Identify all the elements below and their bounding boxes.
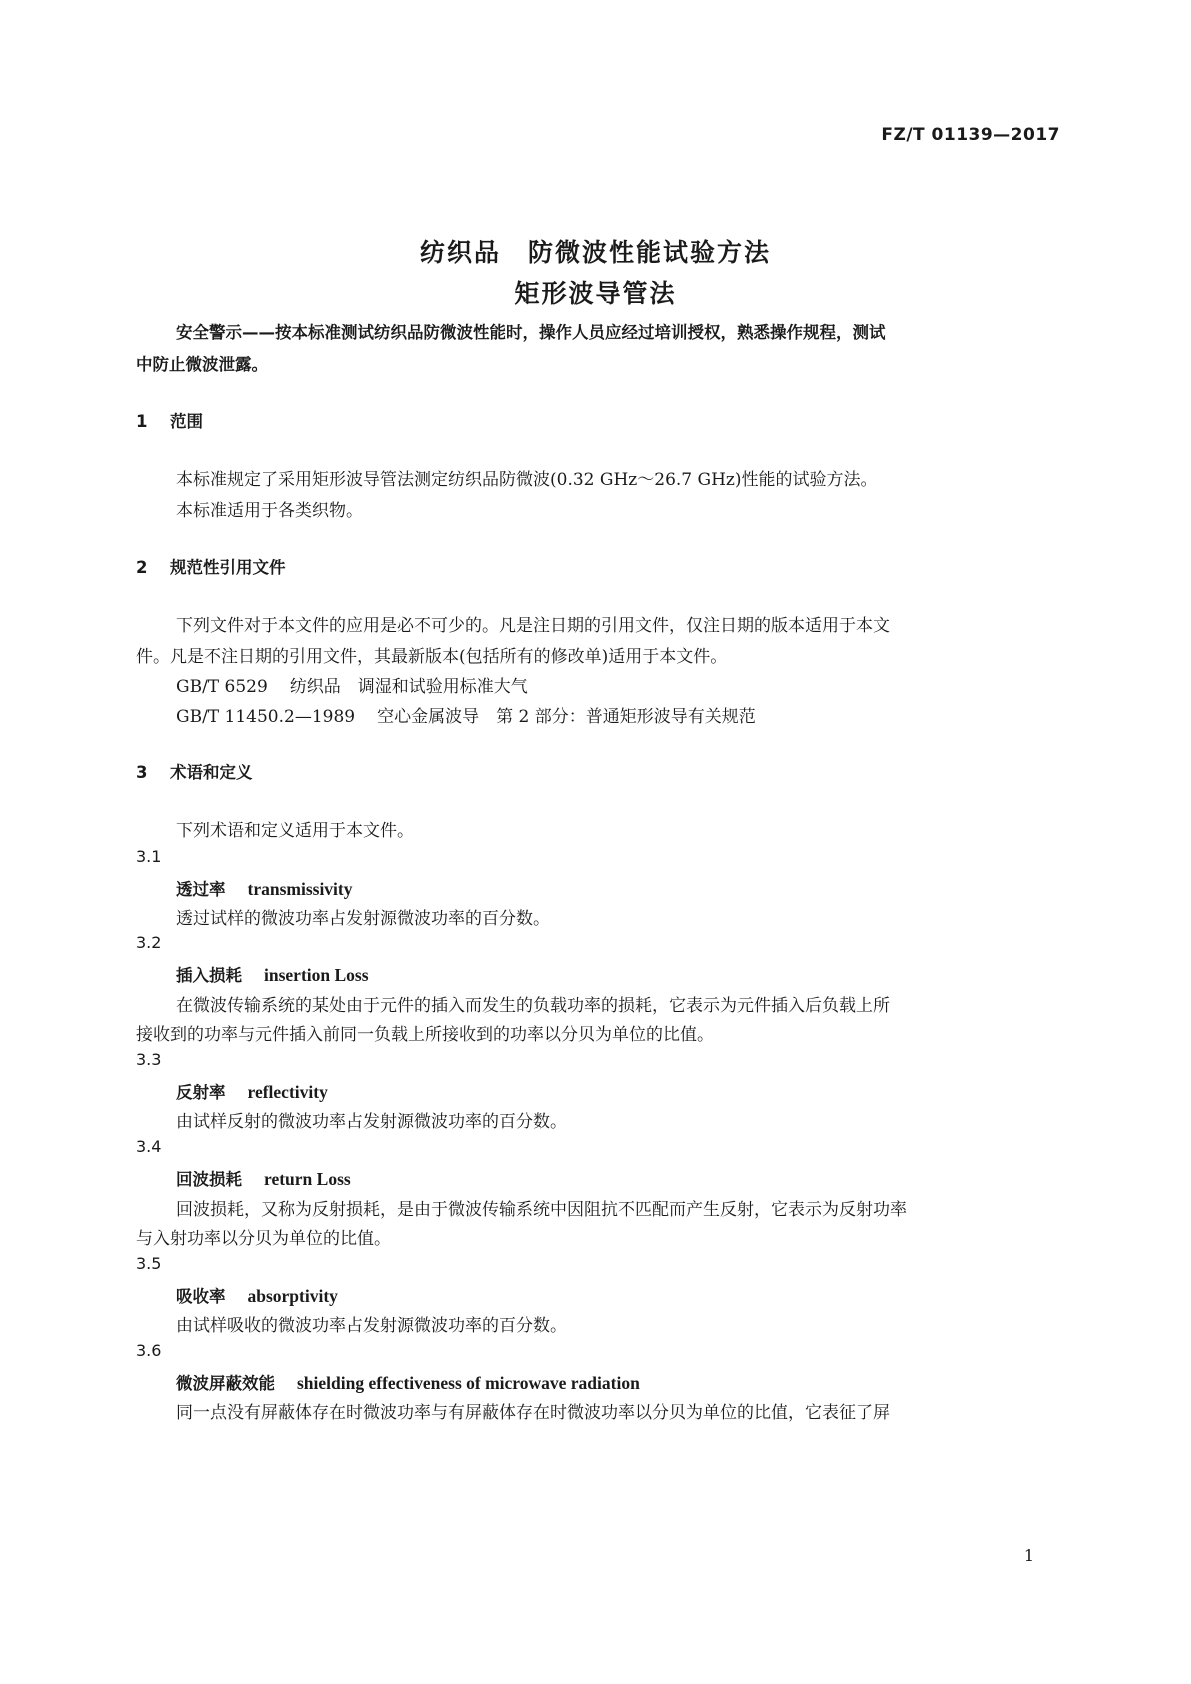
reference-code: GB/T 6529 xyxy=(176,677,268,697)
term-heading xyxy=(176,1283,338,1307)
reference-code: GB/T 11450.2—1989 xyxy=(176,707,356,727)
references-intro-line1: 下列文件对于本文件的应用是必不可少的。凡是注日期的引用文件，仅注日期的版本适用于本文 xyxy=(176,616,890,636)
references-intro-line2: 件。凡是不注日期的引用文件，其最新版本(包括所有的修改单)适用于本文件。 xyxy=(136,647,728,667)
reference-item xyxy=(176,702,756,727)
section-heading-references xyxy=(136,554,286,578)
term-number: 3.6 xyxy=(136,1341,162,1360)
term-definition: 由试样吸收的微波功率占发射源微波功率的百分数。 xyxy=(176,1316,567,1336)
term-zh: 透过率 xyxy=(176,880,226,899)
safety-warning-line2: 中防止微波泄露。 xyxy=(136,355,268,374)
term-heading xyxy=(176,1166,351,1190)
term-zh: 吸收率 xyxy=(176,1287,226,1306)
section-heading-terms xyxy=(136,759,253,783)
term-heading xyxy=(176,1079,328,1103)
standard-code: FZ/T 01139—2017 xyxy=(881,125,1060,145)
term-number: 3.5 xyxy=(136,1254,162,1273)
term-en: return Loss xyxy=(264,1169,351,1189)
page-number: 1 xyxy=(1023,1546,1034,1565)
terms-intro: 下列术语和定义适用于本文件。 xyxy=(176,821,414,841)
term-number: 3.3 xyxy=(136,1050,162,1069)
term-definition: 接收到的功率与元件插入前同一负载上所接收到的功率以分贝为单位的比值。 xyxy=(136,1025,714,1045)
section-title: 范围 xyxy=(170,412,203,431)
term-en: absorptivity xyxy=(247,1286,338,1306)
section-number: 2 xyxy=(136,558,148,577)
term-en: transmissivity xyxy=(247,879,353,899)
reference-title: 纺织品 调湿和试验用标准大气 xyxy=(289,677,528,697)
section-title: 规范性引用文件 xyxy=(170,558,286,577)
term-number: 3.4 xyxy=(136,1137,162,1156)
reference-item xyxy=(176,672,528,697)
term-en: shielding effectiveness of microwave radiation xyxy=(297,1373,640,1393)
term-zh: 插入损耗 xyxy=(176,966,242,985)
term-zh: 微波屏蔽效能 xyxy=(176,1374,275,1393)
term-number: 3.1 xyxy=(136,847,162,866)
scope-paragraph-2: 本标准适用于各类织物。 xyxy=(176,501,363,521)
term-definition: 回波损耗，又称为反射损耗，是由于微波传输系统中因阻抗不匹配而产生反射，它表示为反射功率 xyxy=(176,1200,907,1220)
term-definition: 在微波传输系统的某处由于元件的插入而发生的负载功率的损耗，它表示为元件插入后负载上所 xyxy=(176,996,890,1016)
term-en: insertion Loss xyxy=(264,965,369,985)
document-title: 纺织品 防微波性能试验方法 xyxy=(419,238,771,267)
term-zh: 回波损耗 xyxy=(176,1170,242,1189)
term-heading xyxy=(176,962,369,986)
document-subtitle: 矩形波导管法 xyxy=(514,279,677,308)
term-number: 3.2 xyxy=(136,933,162,952)
section-number: 1 xyxy=(136,412,148,431)
term-definition: 由试样反射的微波功率占发射源微波功率的百分数。 xyxy=(176,1112,567,1132)
scope-paragraph-1: 本标准规定了采用矩形波导管法测定纺织品防微波(0.32 GHz～26.7 GHz)性能的试验方法。 xyxy=(176,470,878,490)
safety-warning-line1: 安全警示——按本标准测试纺织品防微波性能时，操作人员应经过培训授权，熟悉操作规程，测试 xyxy=(176,323,886,342)
term-heading xyxy=(176,1370,640,1394)
term-definition: 透过试样的微波功率占发射源微波功率的百分数。 xyxy=(176,909,550,929)
section-number: 3 xyxy=(136,763,148,782)
term-heading xyxy=(176,876,353,900)
section-heading-scope xyxy=(136,408,203,432)
term-zh: 反射率 xyxy=(176,1083,226,1102)
term-definition: 同一点没有屏蔽体存在时微波功率与有屏蔽体存在时微波功率以分贝为单位的比值，它表征了屏 xyxy=(176,1403,890,1423)
term-definition: 与入射功率以分贝为单位的比值。 xyxy=(136,1229,391,1249)
term-en: reflectivity xyxy=(247,1082,328,1102)
reference-title: 空心金属波导 第 2 部分：普通矩形波导有关规范 xyxy=(377,707,756,727)
section-title: 术语和定义 xyxy=(170,763,253,782)
